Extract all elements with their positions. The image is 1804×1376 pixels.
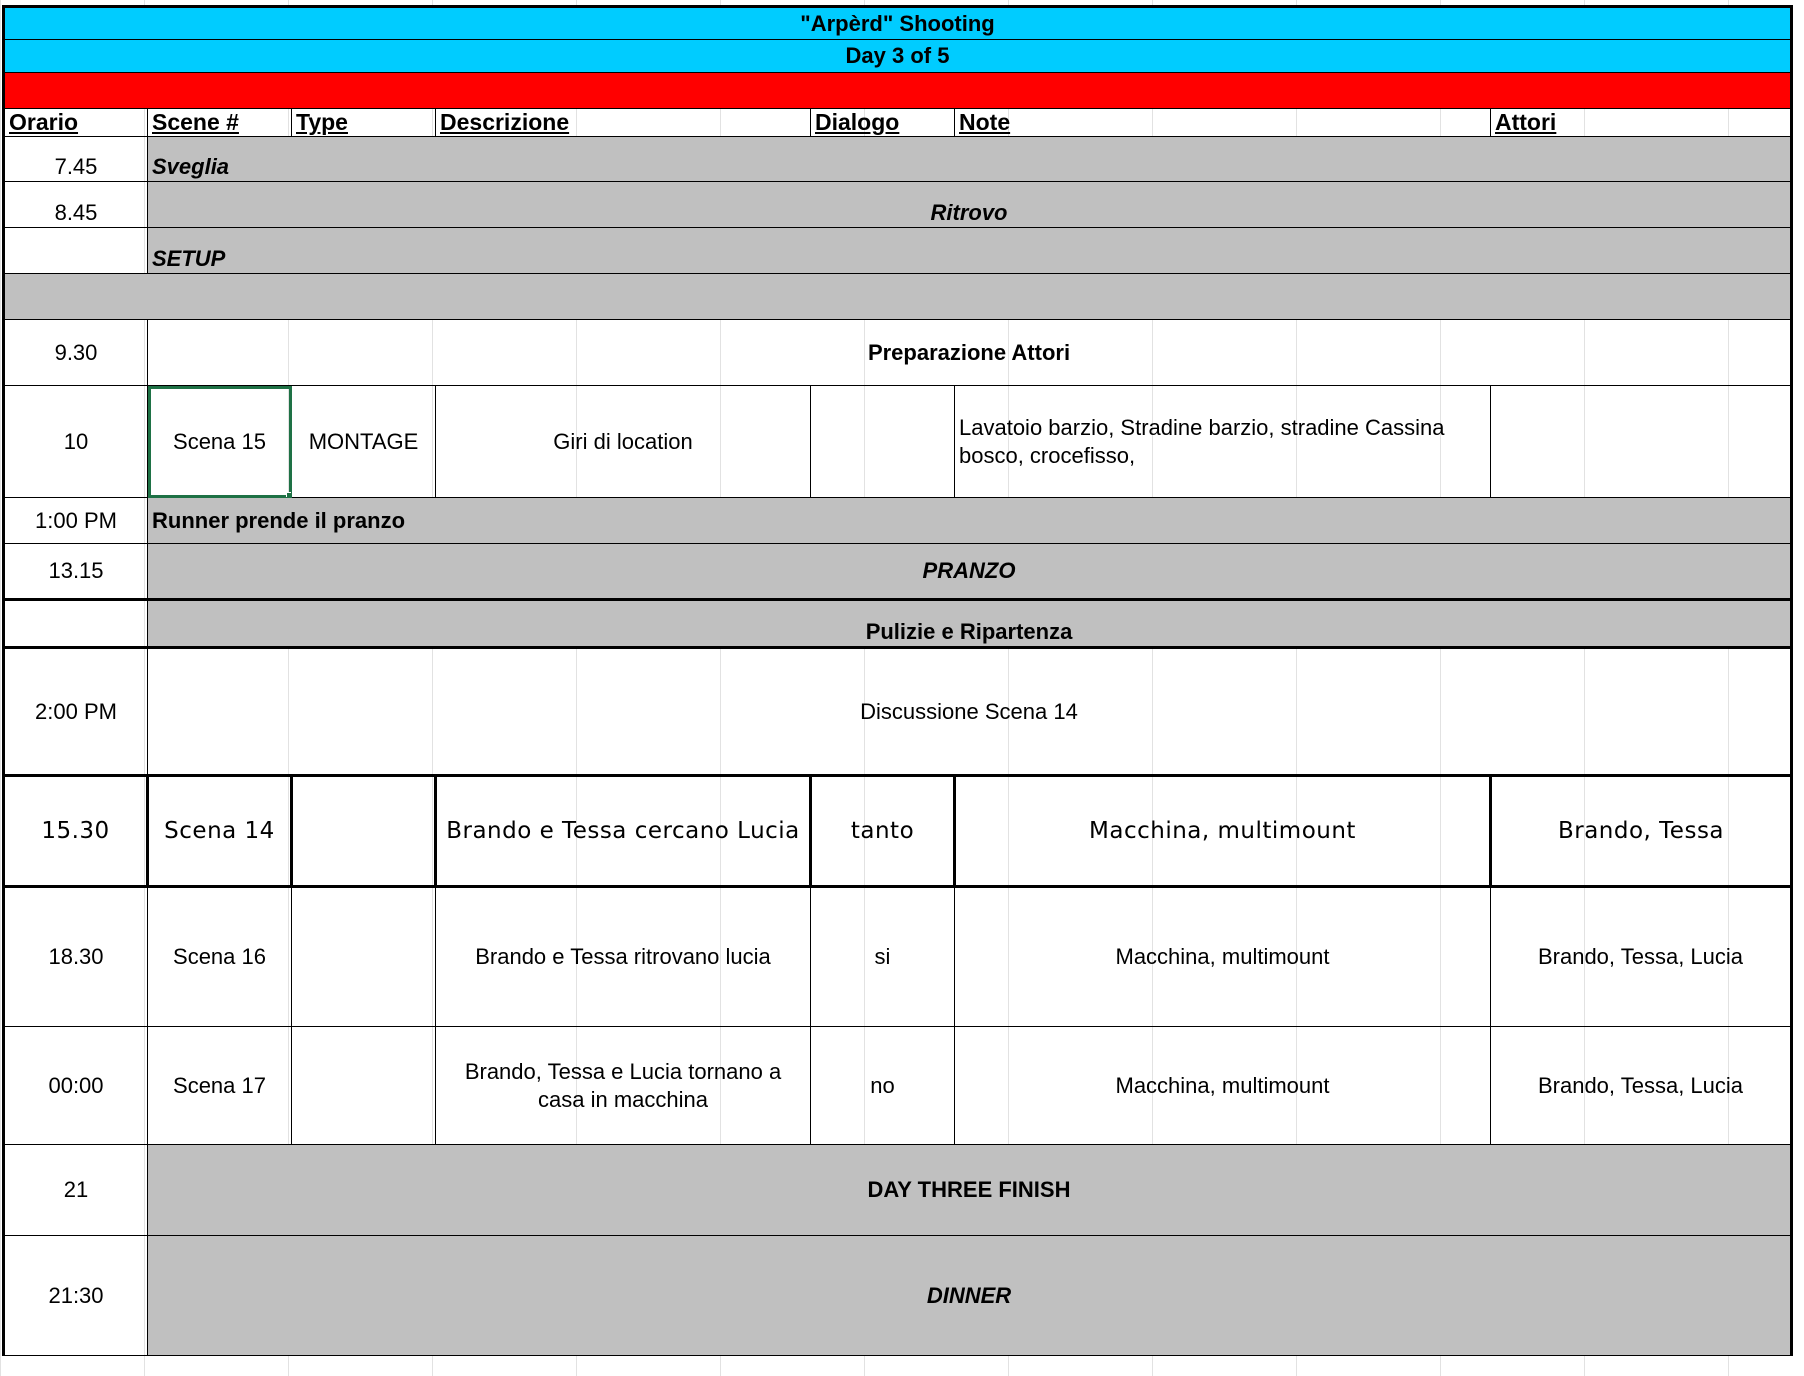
title-row xyxy=(4,7,1792,40)
header-type[interactable]: Type xyxy=(292,109,436,137)
row-pranzo xyxy=(4,544,1792,600)
actors-cell[interactable]: Brando, Tessa, Lucia xyxy=(1491,1027,1792,1145)
sheet-title[interactable]: "Arpèrd" Shooting xyxy=(4,7,1792,40)
red-band-row xyxy=(4,73,1792,109)
row-scena-15 xyxy=(4,386,1792,498)
scene-cell[interactable]: Scena 14 xyxy=(148,776,292,887)
time-cell[interactable]: 7.45 xyxy=(4,137,148,182)
description-cell[interactable]: Giri di location xyxy=(436,386,811,498)
row-preparazione xyxy=(4,320,1792,386)
note-cell[interactable]: Macchina, multimount xyxy=(955,776,1491,887)
time-cell[interactable]: 21 xyxy=(4,1145,148,1236)
event-discussione[interactable]: Discussione Scena 14 xyxy=(148,648,1792,776)
type-cell[interactable] xyxy=(292,776,436,887)
description-cell[interactable]: Brando, Tessa e Lucia tornano a casa in macchina xyxy=(436,1027,811,1145)
scene-cell-selected[interactable]: Scena 15 xyxy=(148,386,292,498)
actors-cell[interactable] xyxy=(1491,386,1792,498)
event-dinner[interactable]: DINNER xyxy=(148,1236,1792,1356)
row-sveglia xyxy=(4,137,1792,182)
time-cell[interactable]: 9.30 xyxy=(4,320,148,386)
dialog-cell[interactable] xyxy=(811,386,955,498)
blank-gray-band[interactable] xyxy=(4,274,1792,320)
column-header-row xyxy=(4,109,1792,137)
note-cell[interactable]: Macchina, multimount xyxy=(955,1027,1491,1145)
row-runner xyxy=(4,498,1792,544)
scene-cell[interactable]: Scena 16 xyxy=(148,887,292,1027)
time-cell[interactable]: 15.30 xyxy=(4,776,148,887)
header-descrizione[interactable]: Descrizione xyxy=(436,109,811,137)
type-cell[interactable] xyxy=(292,1027,436,1145)
time-cell[interactable]: 8.45 xyxy=(4,182,148,228)
dialog-cell[interactable]: tanto xyxy=(811,776,955,887)
time-cell[interactable]: 2:00 PM xyxy=(4,648,148,776)
event-preparazione[interactable]: Preparazione Attori xyxy=(148,320,1792,386)
row-scena-14 xyxy=(4,776,1792,887)
time-cell[interactable]: 10 xyxy=(4,386,148,498)
event-runner[interactable]: Runner prende il pranzo xyxy=(148,498,1792,544)
row-ritrovo xyxy=(4,182,1792,228)
header-note[interactable]: Note xyxy=(955,109,1491,137)
event-sveglia[interactable]: Sveglia xyxy=(148,137,1792,182)
header-scene[interactable]: Scene # xyxy=(148,109,292,137)
actors-cell[interactable]: Brando, Tessa, Lucia xyxy=(1491,887,1792,1027)
note-cell[interactable]: Macchina, multimount xyxy=(955,887,1491,1027)
row-dinner xyxy=(4,1236,1792,1356)
time-cell[interactable]: 18.30 xyxy=(4,887,148,1027)
time-cell[interactable]: 13.15 xyxy=(4,544,148,600)
row-discussione xyxy=(4,648,1792,776)
type-cell[interactable] xyxy=(292,887,436,1027)
time-cell[interactable]: 21:30 xyxy=(4,1236,148,1356)
header-attori[interactable]: Attori xyxy=(1491,109,1792,137)
red-band[interactable] xyxy=(4,73,1792,109)
event-ritrovo[interactable]: Ritrovo xyxy=(148,182,1792,228)
scene-cell[interactable]: Scena 17 xyxy=(148,1027,292,1145)
time-cell[interactable] xyxy=(4,600,148,648)
event-setup[interactable]: SETUP xyxy=(148,228,1792,274)
row-scena-16 xyxy=(4,887,1792,1027)
day-label[interactable]: Day 3 of 5 xyxy=(4,40,1792,73)
row-pulizie xyxy=(4,600,1792,648)
description-cell[interactable]: Brando e Tessa cercano Lucia xyxy=(436,776,811,887)
dialog-cell[interactable]: no xyxy=(811,1027,955,1145)
type-cell[interactable]: MONTAGE xyxy=(292,386,436,498)
time-cell[interactable]: 00:00 xyxy=(4,1027,148,1145)
event-day-finish[interactable]: DAY THREE FINISH xyxy=(148,1145,1792,1236)
row-scena-17 xyxy=(4,1027,1792,1145)
description-cell[interactable]: Brando e Tessa ritrovano lucia xyxy=(436,887,811,1027)
actors-cell[interactable]: Brando, Tessa xyxy=(1491,776,1792,887)
dialog-cell[interactable]: si xyxy=(811,887,955,1027)
note-cell[interactable]: Lavatoio barzio, Stradine barzio, stradine Cassina bosco, crocefisso, xyxy=(955,386,1491,498)
header-dialogo[interactable]: Dialogo xyxy=(811,109,955,137)
row-blank-gray xyxy=(4,274,1792,320)
row-setup xyxy=(4,228,1792,274)
row-finish xyxy=(4,1145,1792,1236)
event-pulizie[interactable]: Pulizie e Ripartenza xyxy=(148,600,1792,648)
time-cell[interactable] xyxy=(4,228,148,274)
shooting-schedule-table xyxy=(2,5,1793,1356)
header-orario[interactable]: Orario xyxy=(4,109,148,137)
time-cell[interactable]: 1:00 PM xyxy=(4,498,148,544)
day-row xyxy=(4,40,1792,73)
event-pranzo[interactable]: PRANZO xyxy=(148,544,1792,600)
